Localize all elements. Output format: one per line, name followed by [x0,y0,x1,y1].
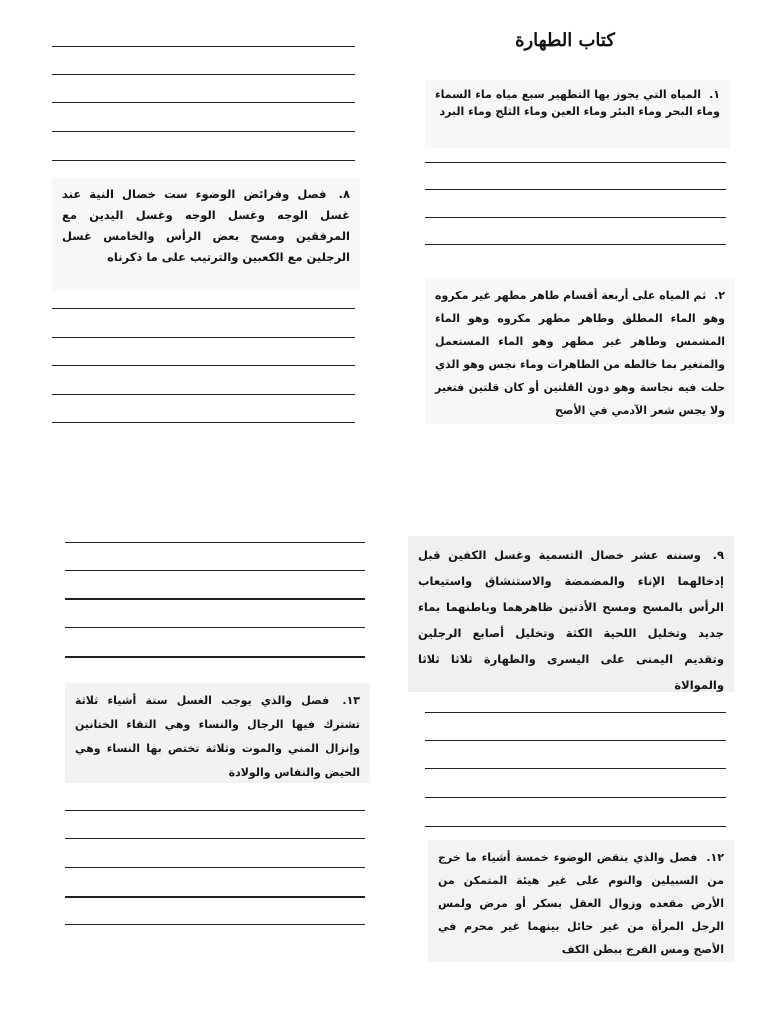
writing-line [65,542,365,543]
writing-line [52,160,355,161]
writing-line [65,867,365,868]
passage-number: ١٢. [706,851,724,864]
writing-lines-5 [425,712,726,828]
passage-9 [408,536,734,692]
passage-2 [425,278,735,424]
page-title: كتاب الطهارة [515,30,615,51]
passage-number: ١. [709,88,720,101]
passage-12 [428,840,734,962]
passage-text: فصل وفرائض الوضوء ست خصال النية عند غسل الوجه وغسل الوجه وغسل اليدين مع المرفقين ومسح بعض الرأس والخامس غسل الرجلين مع الكعبين والترتيب على ما ذكرناه [62,187,350,264]
writing-line [425,740,726,741]
writing-line [65,838,365,839]
writing-lines-4 [65,542,365,658]
passage-text: ثم المياه على أربعة أقسام طاهر مطهر غير مكروه وهو الماء المطلق وطاهر مطهر مكروه وهو الماء المشمس وطاهر غير مطهر وهو الماء المستعمل والمتغير بما خالطه من الطاهرات وماء نجس وهو الذي حلت فيه نجاسة وهو دون القلتين أو كان قلتين فتغير ولا يجس شعر الآدمي في الأصح [435,289,725,417]
writing-line [65,810,365,811]
writing-line [65,924,365,925]
passage-text: المياه التي يجوز بها التطهير سبع مياه ماء السماء وماء البحر وماء البئر وماء العين وماء الثلج وماء البرد [435,88,720,118]
passage-number: ١٣. [342,694,360,707]
passage-text: وسننه عشر خصال التسمية وغسل الكفين قبل إدخالهما الإناء والمضمضة والاستنشاق واستيعاب الرأس بالمسح ومسح الأذنين ظاهرهما وباطنهما بماء جديد وتخليل اللحية الكثة وتخليل أصابع الرجلين وتقديم اليمنى على اليسرى والطهارة ثلاثا ثلاثا والموالاة [418,548,724,692]
writing-line [52,131,355,132]
passage-number: ٢. [714,289,725,302]
writing-line [425,826,726,827]
passage-text: فصل والذي يوجب الغسل ستة أشياء ثلاثة تشترك فيها الرجال والنساء وهي التقاء الختانين وإنزال المني والموت وثلاثة تختص بها النساء وهي الحيض والنفاس والولادة [75,694,360,779]
writing-line [425,217,726,218]
writing-lines-3 [52,308,355,426]
passage-13 [65,683,370,783]
writing-line [425,768,726,769]
writing-line [52,102,355,103]
writing-line [52,337,355,338]
writing-line [52,365,355,366]
writing-lines-2 [425,162,726,246]
passage-8 [52,178,360,290]
writing-lines-6 [65,810,365,928]
passage-number: ٨. [338,187,350,201]
writing-line [65,627,365,628]
passage-text: فصل والذي ينقض الوضوء خمسة أشياء ما خرج من السبيلين والنوم على غير هيئة المتمكن من الأرض مقعده وزوال العقل بسكر أو مرض ولمس الرجل المرأة من غير حائل بينهما غير محرم في الأصح ومس الفرج ببطن الكف [438,851,724,956]
writing-line [65,570,365,571]
writing-line [425,712,726,713]
writing-line [425,189,726,190]
writing-lines-1 [52,46,355,162]
passage-number: ٩. [712,548,724,562]
writing-line [52,422,355,423]
writing-line [65,656,365,658]
writing-line [52,394,355,395]
writing-line [425,162,726,163]
writing-line [52,74,355,75]
writing-line [65,896,365,898]
writing-line [52,46,355,47]
passage-1 [425,80,730,148]
writing-line [52,308,355,309]
writing-line [65,598,365,600]
writing-line [425,797,726,798]
writing-line [425,244,726,245]
